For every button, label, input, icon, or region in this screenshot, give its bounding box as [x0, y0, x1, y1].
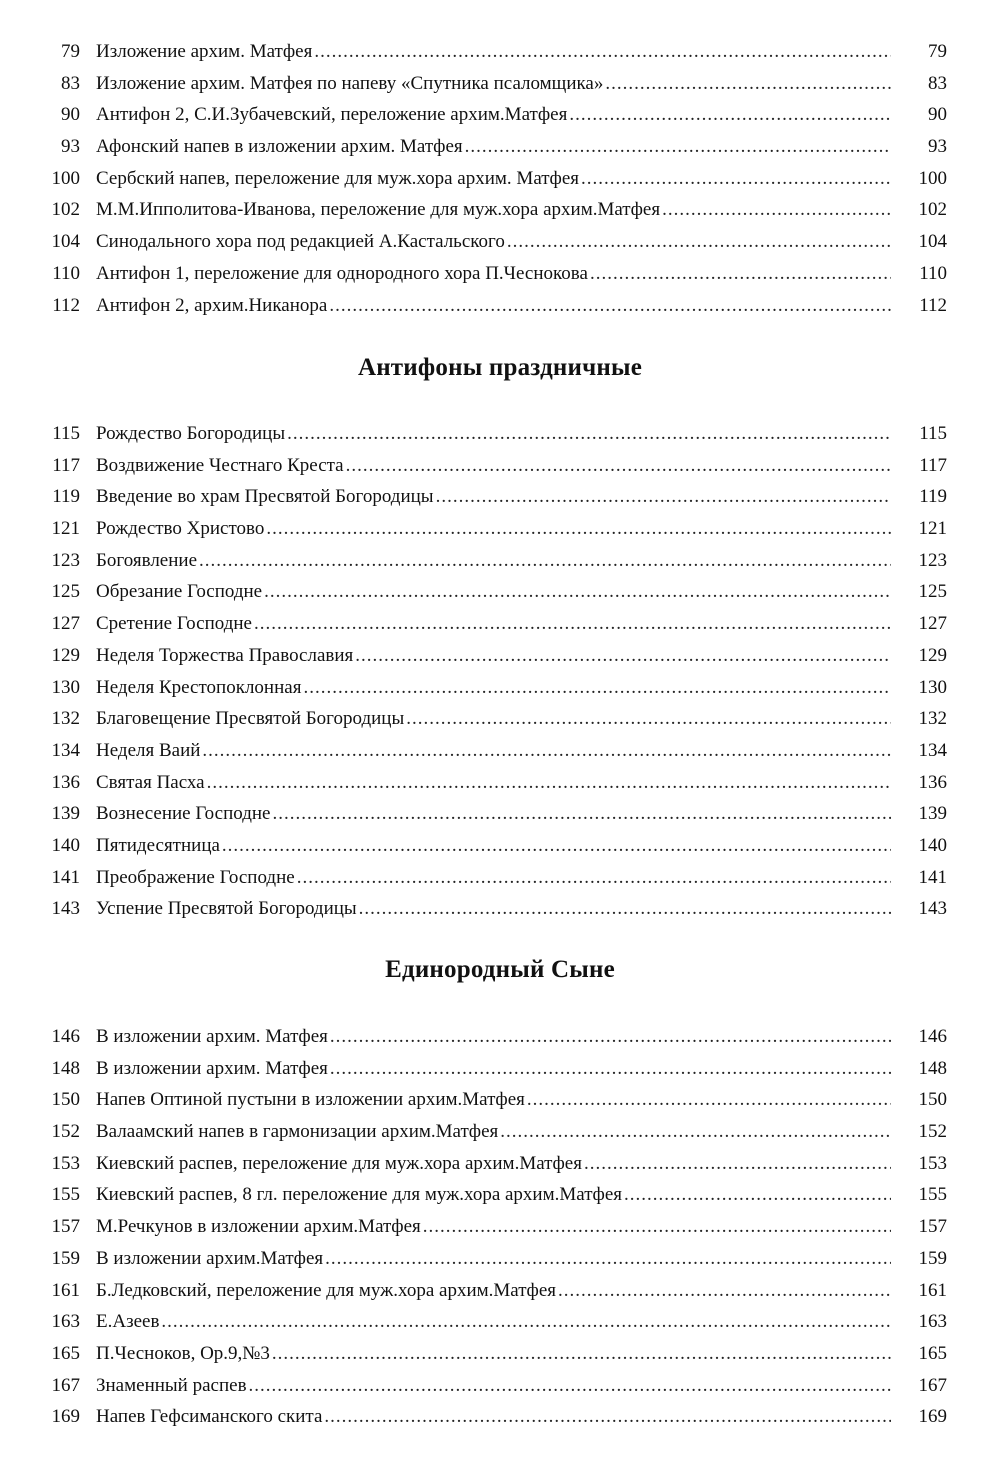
toc-entry [0, 1179, 1000, 1211]
dot-leader [249, 1370, 891, 1402]
entry-body [96, 767, 891, 799]
entry-page-number: 104 [918, 231, 947, 253]
dot-leader [202, 735, 891, 767]
entry-number: 121 [51, 518, 80, 540]
entry-body [96, 1148, 891, 1180]
toc-entry [0, 131, 1000, 163]
dot-leader [272, 1338, 891, 1370]
dot-leader [314, 36, 891, 68]
dot-leader [207, 767, 891, 799]
dot-leader [507, 226, 891, 258]
dot-leader [465, 131, 891, 163]
entry-body [96, 418, 891, 450]
toc-entry [0, 576, 1000, 608]
entry-page-number: 83 [928, 72, 947, 94]
entry-body [96, 576, 891, 608]
toc-entry [0, 194, 1000, 226]
entry-title: Неделя Крестопоклонная [96, 676, 302, 698]
entry-title: Преображение Господне [96, 866, 295, 888]
entry-title: Рождество Христово [96, 518, 265, 540]
toc-entry [0, 1306, 1000, 1338]
dot-leader [254, 608, 891, 640]
entry-title: Введение во храм Пресвятой Богородицы [96, 486, 434, 508]
entry-page-number: 100 [918, 167, 947, 189]
toc-entry [0, 893, 1000, 925]
toc-entry [0, 99, 1000, 131]
entry-body [96, 513, 891, 545]
entry-title: Изложение архим. Матфея по напеву «Спутника псаломщика» [96, 72, 604, 94]
dot-leader [325, 1243, 891, 1275]
toc-entry [0, 1116, 1000, 1148]
dot-leader [303, 672, 891, 704]
dot-leader [406, 703, 891, 735]
dot-leader [662, 194, 891, 226]
entry-number: 100 [51, 167, 80, 189]
entry-title: Киевский распев, переложение для муж.хора архим.Матфея [96, 1152, 582, 1174]
entry-body [96, 450, 891, 482]
entry-body [96, 1211, 891, 1243]
toc-entry [0, 862, 1000, 894]
entry-number: 93 [61, 136, 80, 158]
entry-title: Рождество Богородицы [96, 423, 286, 444]
entry-number: 165 [51, 1342, 80, 1364]
entry-page-number: 125 [918, 581, 947, 603]
toc-list [0, 418, 1000, 925]
toc-entry [0, 513, 1000, 545]
entry-body [96, 68, 891, 100]
entry-title: Неделя Торжества Православия [96, 644, 354, 666]
entry-number: 139 [51, 803, 80, 825]
entry-body [96, 703, 891, 735]
dot-leader [346, 450, 891, 482]
entry-page-number: 79 [928, 41, 947, 62]
entry-body [96, 862, 891, 894]
dot-leader [500, 1116, 891, 1148]
entry-page-number: 159 [918, 1247, 947, 1269]
entry-title: Афонский напев в изложении архим. Матфея [96, 136, 463, 158]
dot-leader [287, 418, 891, 450]
toc-entry [0, 1021, 1000, 1053]
entry-body [96, 1053, 891, 1085]
entry-page-number: 155 [918, 1184, 947, 1206]
entry-title: Неделя Ваий [96, 739, 201, 761]
entry-body [96, 226, 891, 258]
entry-body [96, 1370, 891, 1402]
toc-entry [0, 830, 1000, 862]
entry-page-number: 152 [918, 1121, 947, 1143]
entry-number: 159 [51, 1247, 80, 1269]
toc-entry [0, 545, 1000, 577]
entry-title: Антифон 2, С.И.Зубачевский, переложение архим.Матфея [96, 104, 568, 126]
entry-number: 127 [51, 613, 80, 635]
toc-section-continued [0, 36, 1000, 321]
toc-entry [0, 163, 1000, 195]
entry-body [96, 735, 891, 767]
entry-number: 169 [51, 1406, 80, 1428]
entry-title: Б.Ледковский, переложение для муж.хора архим.Матфея [96, 1279, 557, 1301]
entry-body [96, 99, 891, 131]
dot-leader [558, 1275, 891, 1307]
dot-leader [605, 68, 891, 100]
entry-page-number: 90 [928, 104, 947, 126]
entry-number: 143 [51, 898, 80, 920]
entry-body [96, 194, 891, 226]
entry-number: 161 [51, 1279, 80, 1301]
dot-leader [272, 798, 891, 830]
entry-number: 153 [51, 1152, 80, 1174]
entry-title: Успение Пресвятой Богородицы [96, 898, 357, 920]
entry-page-number: 136 [918, 771, 947, 793]
entry-number: 150 [51, 1089, 80, 1111]
entry-title: Благовещение Пресвятой Богородицы [96, 708, 405, 730]
entry-page-number: 150 [918, 1089, 947, 1111]
entry-page-number: 143 [918, 898, 947, 920]
entry-body [96, 163, 891, 195]
entry-title: Воздвижение Честнаго Креста [96, 454, 344, 476]
dot-leader [324, 1401, 891, 1433]
entry-number: 157 [51, 1216, 80, 1238]
dot-leader [330, 1021, 891, 1053]
entry-number: 79 [61, 41, 80, 62]
toc-entry [0, 258, 1000, 290]
entry-title: Пятидесятница [96, 834, 220, 856]
entry-number: 136 [51, 771, 80, 793]
entry-body [96, 672, 891, 704]
entry-page-number: 93 [928, 136, 947, 158]
entry-page-number: 146 [918, 1026, 947, 1047]
entry-number: 123 [51, 549, 80, 571]
dot-leader [624, 1179, 891, 1211]
entry-number: 112 [52, 294, 80, 316]
entry-page-number: 165 [918, 1342, 947, 1364]
toc-section-only-begotten-son [0, 1021, 1000, 1433]
entry-page-number: 121 [918, 518, 947, 540]
toc-entry [0, 36, 1000, 68]
entry-page-number: 157 [918, 1216, 947, 1238]
entry-page-number: 163 [918, 1311, 947, 1333]
entry-body [96, 640, 891, 672]
entry-number: 148 [51, 1057, 80, 1079]
entry-title: Изложение архим. Матфея [96, 41, 313, 62]
dot-leader [222, 830, 891, 862]
dot-leader [199, 545, 891, 577]
entry-title: Знаменный распев [96, 1374, 247, 1396]
toc-entry [0, 672, 1000, 704]
dot-leader [584, 1148, 891, 1180]
entry-body [96, 1275, 891, 1307]
entry-number: 125 [51, 581, 80, 603]
toc-entry [0, 418, 1000, 450]
entry-number: 130 [51, 676, 80, 698]
toc-entry [0, 1148, 1000, 1180]
entry-title: Богоявление [96, 549, 198, 571]
entry-page-number: 112 [919, 294, 947, 316]
entry-title: Валаамский напев в гармонизации архим.Матфея [96, 1121, 499, 1143]
entry-title: Синодального хора под редакцией А.Кастальского [96, 231, 505, 253]
entry-number: 140 [51, 834, 80, 856]
entry-body [96, 1021, 891, 1053]
entry-page-number: 129 [918, 644, 947, 666]
dot-leader [297, 862, 891, 894]
toc-entry [0, 290, 1000, 322]
section-heading-only-begotten-son: Единородный Сыне [385, 956, 615, 983]
entry-title: Напев Оптиной пустыни в изложении архим.Матфея [96, 1089, 525, 1111]
entry-body [96, 481, 891, 513]
toc-entry [0, 798, 1000, 830]
entry-page-number: 117 [919, 454, 947, 476]
entry-title: Сретение Господне [96, 613, 252, 635]
entry-page-number: 127 [918, 613, 947, 635]
toc-entry [0, 1275, 1000, 1307]
entry-page-number: 141 [918, 866, 947, 888]
entry-title: Сербский напев, переложение для муж.хора архим. Матфея [96, 167, 580, 189]
entry-number: 117 [52, 454, 80, 476]
entry-page-number: 148 [918, 1057, 947, 1079]
entry-title: Антифон 2, архим.Никанора [96, 294, 328, 316]
entry-body [96, 1179, 891, 1211]
entry-body [96, 1401, 891, 1433]
entry-body [96, 608, 891, 640]
entry-body [96, 1116, 891, 1148]
dot-leader [581, 163, 891, 195]
toc-entry [0, 640, 1000, 672]
dot-leader [264, 576, 891, 608]
entry-title: Святая Пасха [96, 771, 205, 793]
entry-body [96, 1306, 891, 1338]
entry-body [96, 1084, 891, 1116]
entry-number: 146 [51, 1026, 80, 1047]
entry-title: В изложении архим. Матфея [96, 1026, 328, 1047]
entry-number: 132 [51, 708, 80, 730]
dot-leader [266, 513, 891, 545]
entry-title: Обрезание Господне [96, 581, 263, 603]
entry-body [96, 258, 891, 290]
entry-page-number: 123 [918, 549, 947, 571]
entry-title: М.Речкунов в изложении архим.Матфея [96, 1216, 421, 1238]
toc-list [0, 1021, 1000, 1433]
entry-number: 104 [51, 231, 80, 253]
toc-entry [0, 1243, 1000, 1275]
entry-page-number: 132 [918, 708, 947, 730]
entry-body [96, 798, 891, 830]
toc-entry [0, 608, 1000, 640]
toc-entry [0, 450, 1000, 482]
entry-number: 90 [61, 104, 80, 126]
toc-entry [0, 68, 1000, 100]
toc-entry [0, 703, 1000, 735]
entry-page-number: 110 [919, 262, 947, 284]
entry-page-number: 139 [918, 803, 947, 825]
toc-entry [0, 226, 1000, 258]
entry-number: 167 [51, 1374, 80, 1396]
entry-page-number: 102 [918, 199, 947, 221]
entry-number: 141 [51, 866, 80, 888]
dot-leader [436, 481, 891, 513]
entry-body [96, 893, 891, 925]
dot-leader [590, 258, 891, 290]
entry-number: 155 [51, 1184, 80, 1206]
entry-page-number: 119 [919, 486, 947, 508]
entry-page-number: 167 [918, 1374, 947, 1396]
dot-leader [329, 290, 891, 322]
toc-entry [0, 1370, 1000, 1402]
entry-number: 119 [52, 486, 80, 508]
entry-title: Вознесение Господне [96, 803, 271, 825]
entry-title: Напев Гефсиманского скита [96, 1406, 323, 1428]
toc-section-antiphons-festal [0, 418, 1000, 925]
entry-number: 163 [51, 1311, 80, 1333]
entry-number: 152 [51, 1121, 80, 1143]
toc-entry [0, 1338, 1000, 1370]
entry-title: Е.Азеев [96, 1311, 160, 1333]
entry-number: 134 [51, 739, 80, 761]
entry-number: 83 [61, 72, 80, 94]
entry-title: В изложении архим.Матфея [96, 1247, 324, 1269]
entry-body [96, 1338, 891, 1370]
toc-entry [0, 1084, 1000, 1116]
entry-number: 129 [51, 644, 80, 666]
entry-title: Антифон 1, переложение для однородного хора П.Чеснокова [96, 262, 588, 284]
section-heading-antiphons-festal: Антифоны праздничные [357, 354, 643, 381]
entry-body [96, 830, 891, 862]
toc-entry [0, 735, 1000, 767]
entry-page-number: 115 [919, 423, 947, 444]
entry-title: В изложении архим. Матфея [96, 1057, 328, 1079]
entry-title: П.Чесноков, Ор.9,№3 [96, 1342, 270, 1364]
entry-page-number: 169 [918, 1406, 947, 1428]
entry-body [96, 131, 891, 163]
dot-leader [355, 640, 891, 672]
toc-entry [0, 1401, 1000, 1433]
dot-leader [569, 99, 891, 131]
entry-page-number: 130 [918, 676, 947, 698]
entry-page-number: 134 [918, 739, 947, 761]
entry-number: 115 [52, 423, 80, 444]
toc-entry [0, 1053, 1000, 1085]
toc-entry [0, 481, 1000, 513]
dot-leader [527, 1084, 891, 1116]
entry-page-number: 161 [918, 1279, 947, 1301]
toc-list [0, 36, 1000, 321]
entry-number: 102 [51, 199, 80, 221]
dot-leader [359, 893, 891, 925]
toc-entry [0, 767, 1000, 799]
entry-body [96, 1243, 891, 1275]
entry-page-number: 153 [918, 1152, 947, 1174]
dot-leader [423, 1211, 891, 1243]
dot-leader [161, 1306, 891, 1338]
entry-title: Киевский распев, 8 гл. переложение для муж.хора архим.Матфея [96, 1184, 622, 1206]
entry-body [96, 36, 891, 68]
entry-body [96, 545, 891, 577]
entry-title: М.М.Ипполитова-Иванова, переложение для муж.хора архим.Матфея [96, 199, 661, 221]
entry-number: 110 [52, 262, 80, 284]
toc-entry [0, 1211, 1000, 1243]
dot-leader [330, 1053, 891, 1085]
entry-page-number: 140 [918, 834, 947, 856]
entry-body [96, 290, 891, 322]
